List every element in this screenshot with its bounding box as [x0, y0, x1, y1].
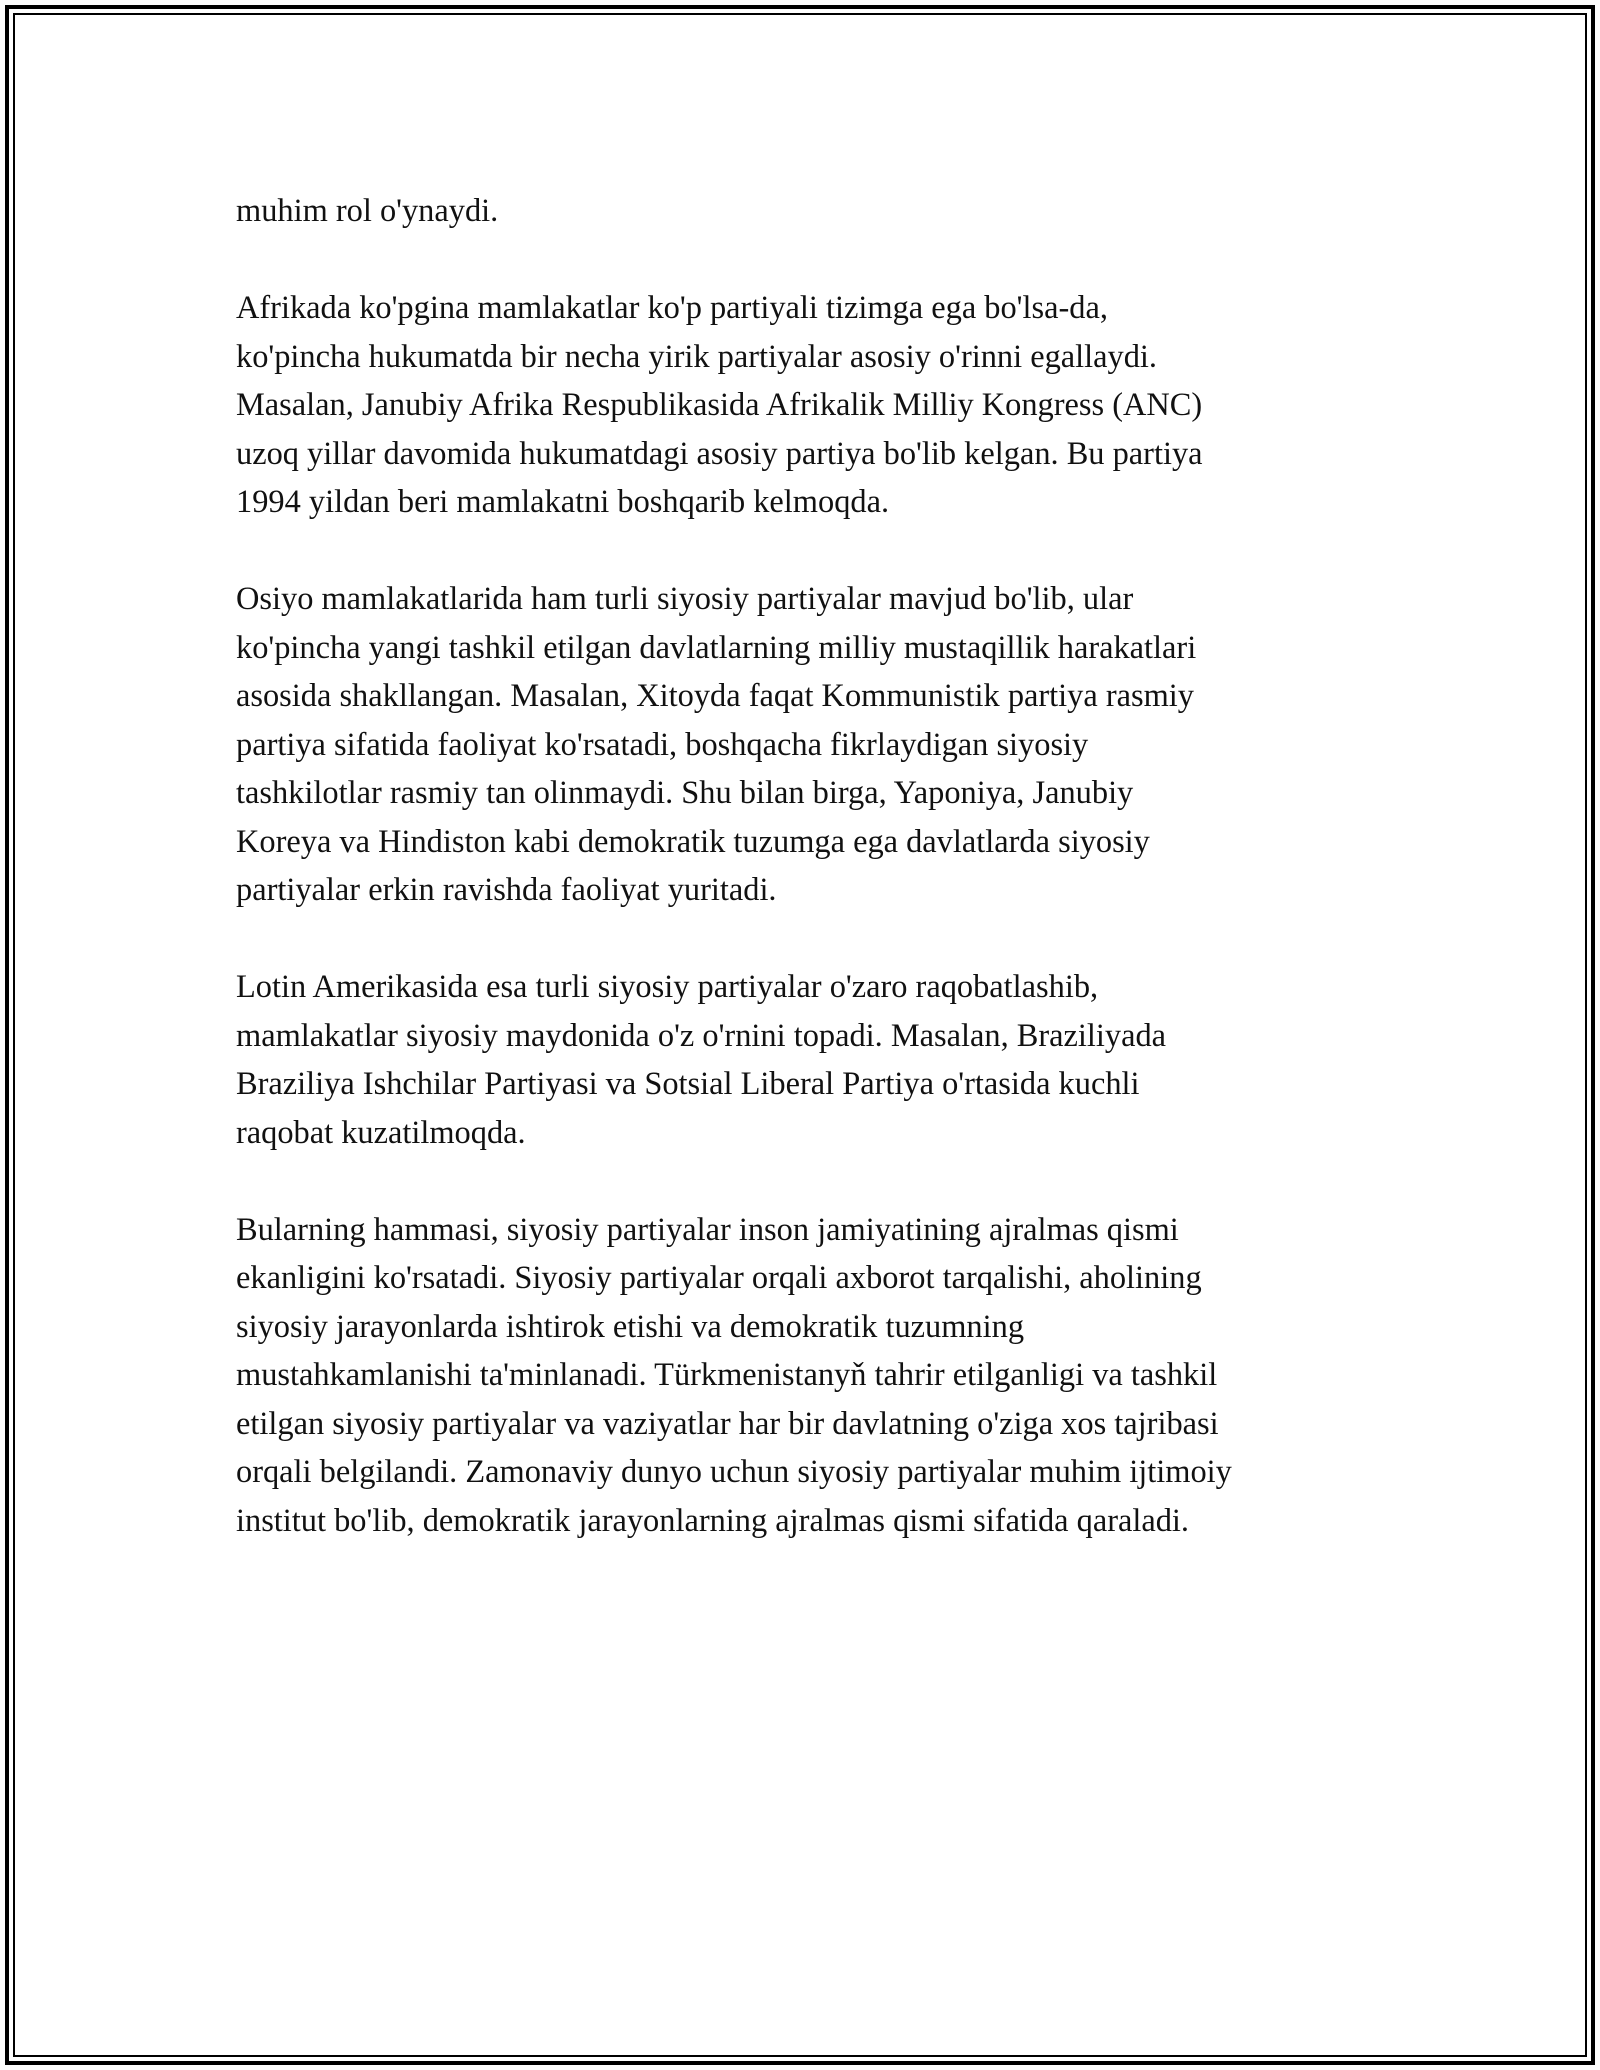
paragraph-1 [236, 187, 1426, 236]
document-body [236, 187, 1426, 1594]
text-line: Masalan, Janubiy Afrika Respublikasida Afrikalik Milliy Kongress (ANC) [236, 387, 1203, 423]
text-line: etilgan siyosiy partiyalar va vaziyatlar har bir davlatning o'ziga xos tajribasi [236, 1405, 1219, 1442]
paragraph-2 [236, 284, 1426, 527]
text-line: Koreya va Hindiston kabi demokratik tuzumga ega davlatlarda siyosiy [236, 823, 1150, 860]
text-line: ekanligini ko'rsatadi. Siyosiy partiyalar orqali axborot tarqalishi, aholining [236, 1260, 1202, 1296]
paragraph-5 [236, 1206, 1426, 1546]
text-line: Afrikada ko'pgina mamlakatlar ko'p partiyali tizimga ega bo'lsa-da, [236, 290, 1108, 326]
paragraph-4 [236, 963, 1426, 1157]
text-line: mamlakatlar siyosiy maydonida o'z o'rnini topadi. Masalan, Braziliyada [236, 1017, 1167, 1054]
text-line: Braziliya Ishchilar Partiyasi va Sotsial Liberal Partiya o'rtasida kuchli [236, 1066, 1140, 1102]
text-line: muhim rol o'ynaydi. [236, 193, 499, 229]
text-line: ko'pincha yangi tashkil etilgan davlatlarning milliy mustaqillik harakatlari [236, 629, 1197, 666]
text-line: partiya sifatida faoliyat ko'rsatadi, boshqacha fikrlaydigan siyosiy [236, 726, 1089, 763]
paragraph-3 [236, 575, 1426, 915]
text-line: institut bo'lib, demokratik jarayonlarning ajralmas qismi sifatida qaraladi. [236, 1502, 1190, 1539]
text-line: raqobat kuzatilmoqda. [236, 1114, 526, 1151]
text-line: 1994 yildan beri mamlakatni boshqarib kelmoqda. [236, 484, 890, 520]
text-line: orqali belgilandi. Zamonaviy dunyo uchun siyosiy partiyalar muhim ijtimoiy [236, 1454, 1232, 1490]
text-line: ko'pincha hukumatda bir necha yirik partiyalar asosiy o'rinni egallaydi. [236, 338, 1158, 375]
text-line: Bularning hammasi, siyosiy partiyalar inson jamiyatining ajralmas qismi [236, 1211, 1179, 1248]
text-line: Osiyo mamlakatlarida ham turli siyosiy partiyalar mavjud bo'lib, ular [236, 581, 1134, 617]
text-line: uzoq yillar davomida hukumatdagi asosiy partiya bo'lib kelgan. Bu partiya [236, 435, 1203, 472]
text-line: tashkilotlar rasmiy tan olinmaydi. Shu bilan birga, Yaponiya, Janubiy [236, 775, 1134, 811]
text-line: asosida shakllangan. Masalan, Xitoyda faqat Kommunistik partiya rasmiy [236, 678, 1195, 714]
text-line: partiyalar erkin ravishda faoliyat yuritadi. [236, 872, 777, 908]
text-line: siyosiy jarayonlarda ishtirok etishi va demokratik tuzumning [236, 1308, 1025, 1345]
text-line: Lotin Amerikasida esa turli siyosiy partiyalar o'zaro raqobatlashib, [236, 969, 1099, 1005]
text-line: mustahkamlanishi ta'minlanadi. Türkmenistanyň tahrir etilganligi va tashkil [236, 1357, 1218, 1393]
